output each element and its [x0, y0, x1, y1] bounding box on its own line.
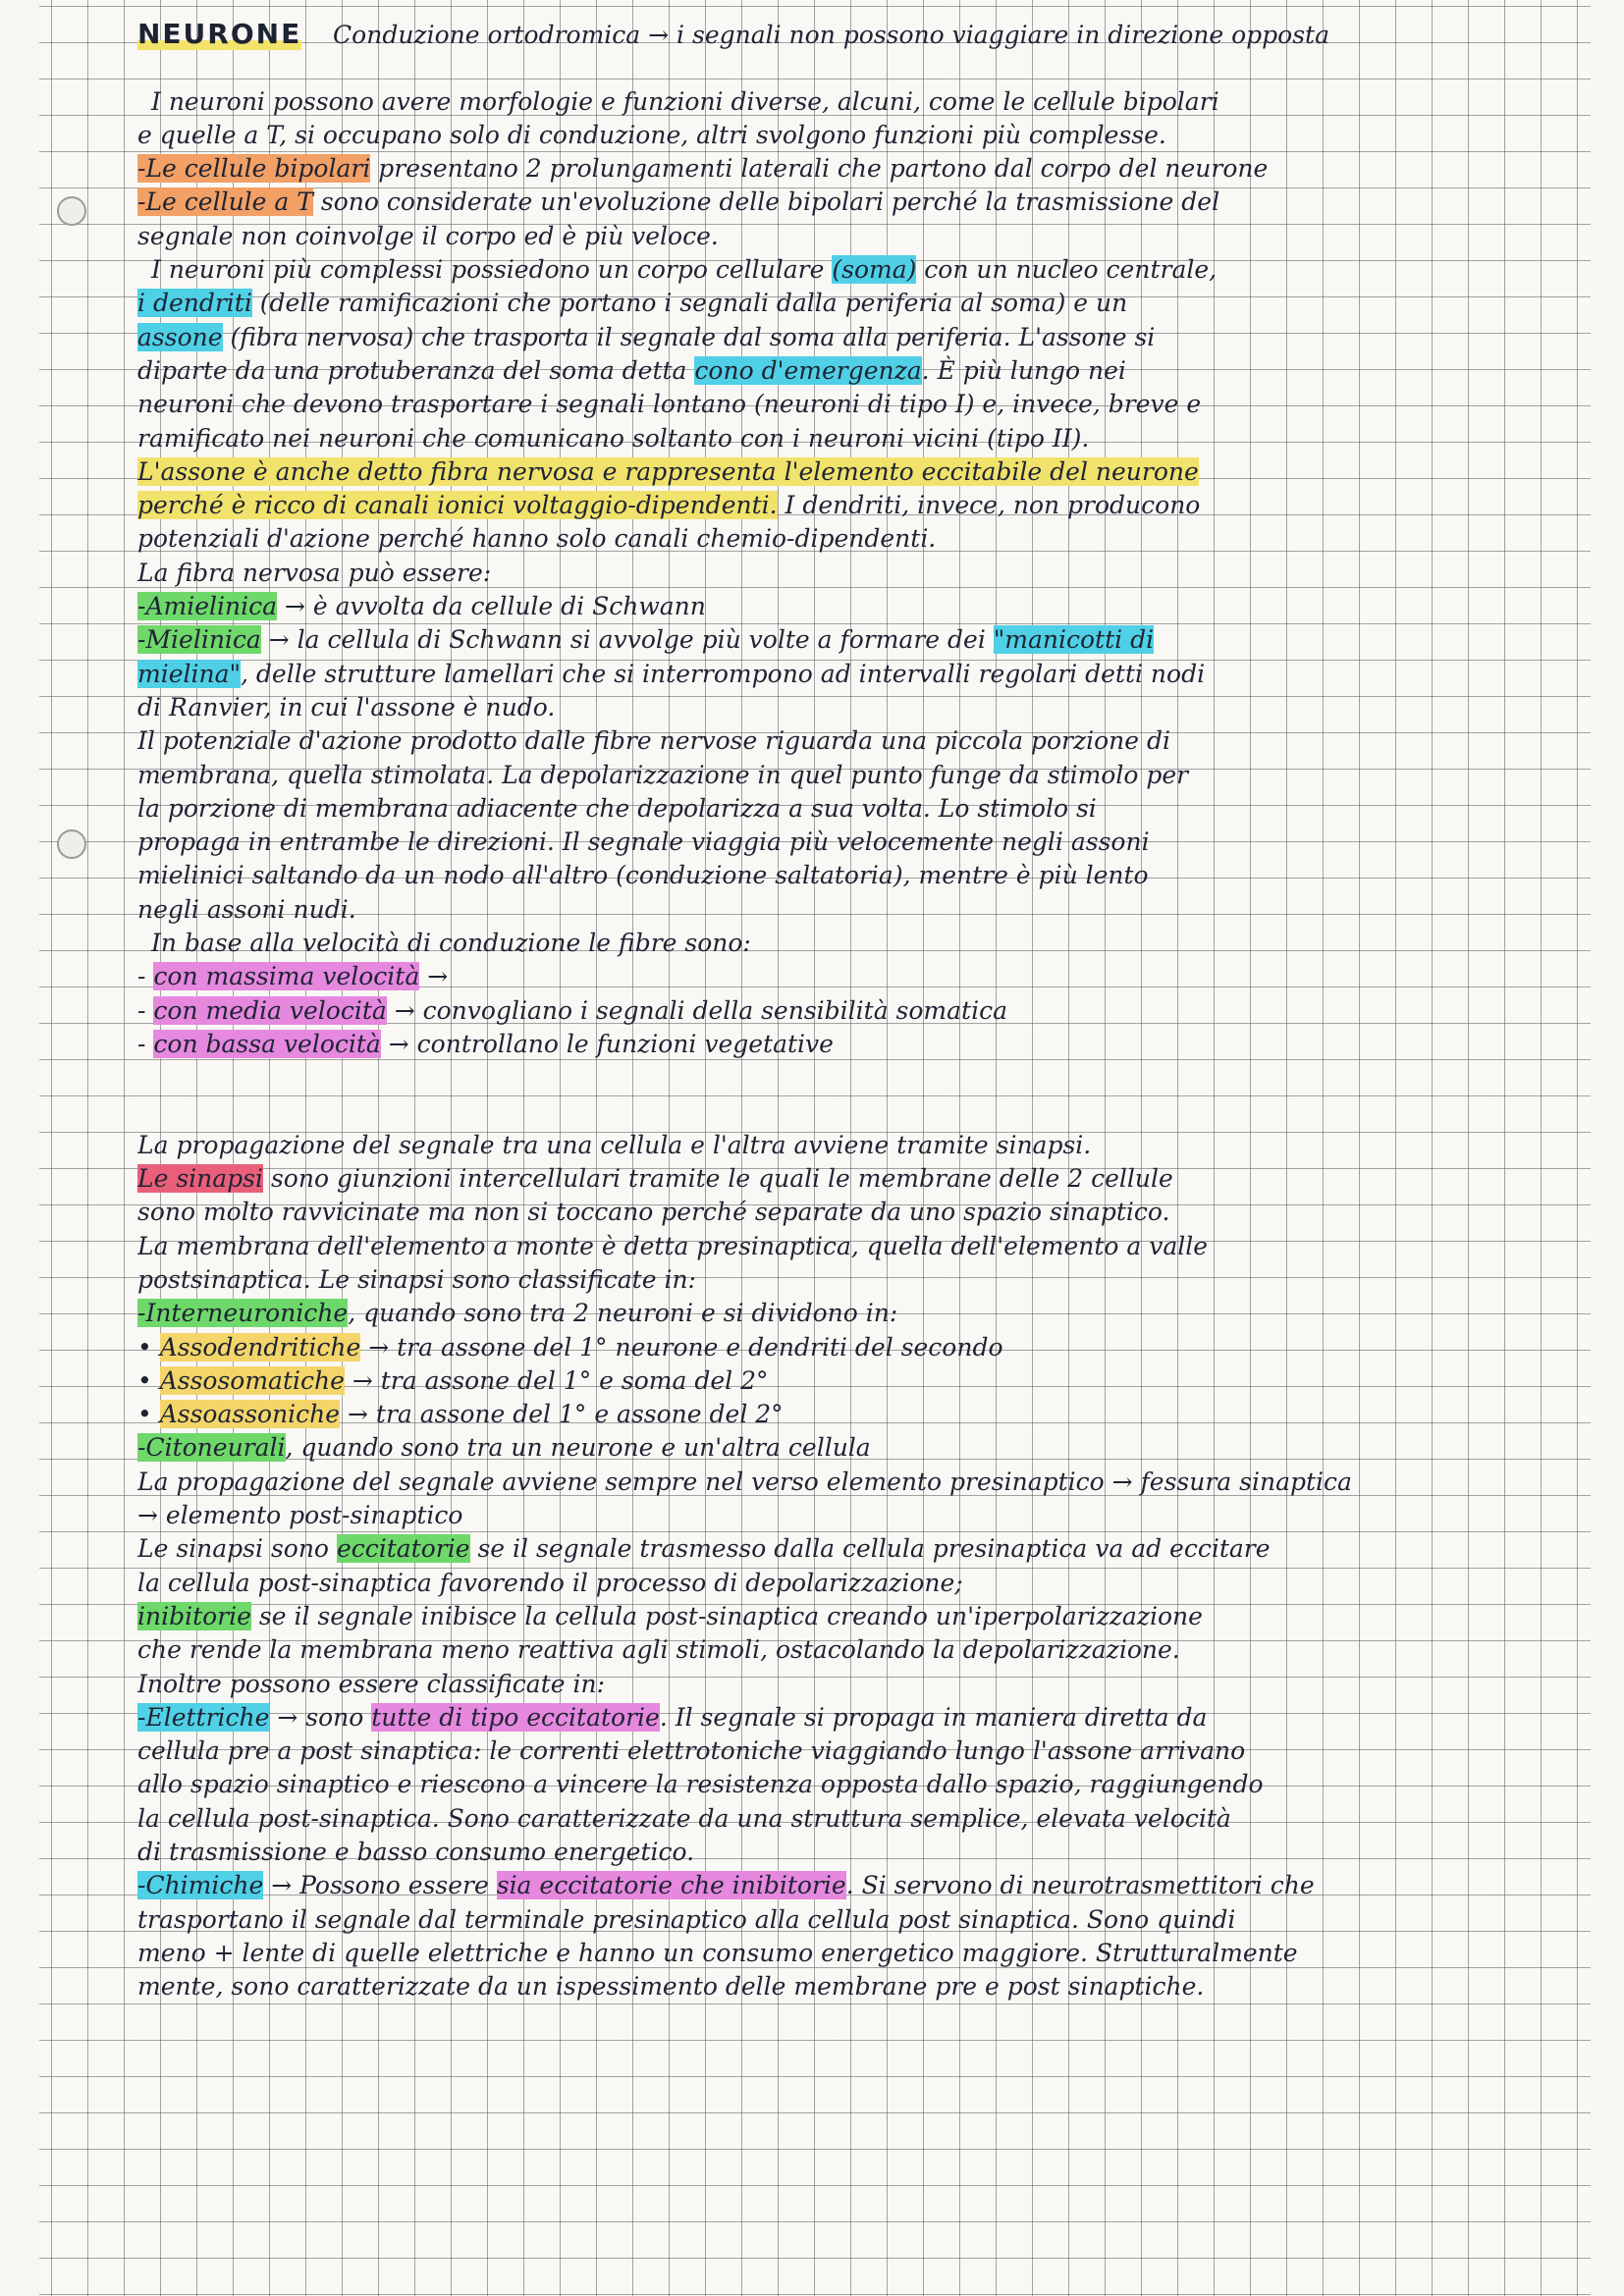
highlight-cellule-t: -Le cellule a T [137, 187, 313, 217]
paragraph-line: neuroni che devono trasportare i segnali lontano (neuroni di tipo I) e, invece, breve e [137, 390, 1202, 419]
binder-hole [57, 196, 86, 226]
paragraph-line: -Elettriche → sono tutte di tipo eccitatorie. Il segnale si propaga in maniera diretta da [137, 1702, 1208, 1732]
highlight-cono-emergenza: cono d'emergenza [694, 355, 922, 385]
paragraph-line: -Amielinica → è avvolta da cellule di Schwann [137, 592, 706, 621]
paragraph-line: di Ranvier, in cui l'assone è nudo. [137, 692, 556, 721]
handwritten-notes [137, 18, 1571, 2004]
highlight-soma: (soma) [832, 255, 917, 285]
paragraph-line: I neuroni più complessi possiedono un corpo cellulare (soma) con un nucleo centrale, [151, 255, 1218, 285]
paragraph-line: -Interneuroniche, quando sono tra 2 neuroni e si dividono in: [137, 1299, 898, 1328]
header-line [137, 18, 1571, 51]
paragraph-line: → elemento post-sinaptico [137, 1501, 463, 1530]
paragraph-line: potenziali d'azione perché hanno solo canali chemio-dipendenti. [137, 524, 937, 554]
page-title: NEURONE [137, 18, 302, 50]
highlight-eccitatorie-inibitorie: sia eccitatorie che inibitorie [496, 1871, 846, 1900]
paragraph-line: I neuroni possono avere morfologie e funzioni diverse, alcuni, come le cellule bipolari [151, 86, 1219, 116]
paragraph-line [137, 455, 1571, 489]
paragraph-line: mente, sono caratterizzate da un ispessimento delle membrane pre e post sinaptiche. [137, 1972, 1205, 2002]
paragraph-line: trasportano il segnale dal terminale presinaptico alla cellula post sinaptica. Sono quindi [137, 1904, 1236, 1934]
paragraph-line: In base alla velocità di conduzione le fibre sono: [151, 929, 751, 958]
highlight-manicotti: "manicotti di [993, 625, 1155, 655]
list-item: - con bassa velocità → controllano le funzioni vegetative [137, 1029, 834, 1058]
paragraph-line: -Le cellule a T sono considerate un'evoluzione delle bipolari perché la trasmissione del [137, 187, 1220, 217]
highlight-citoneurali: -Citoneurali [137, 1433, 286, 1463]
paragraph-line: -Chimiche → Possono essere sia eccitatorie che inibitorie. Si servono di neurotrasmettitori che [137, 1871, 1315, 1900]
highlight-voltaggio: perché è ricco di canali ionici voltaggio-dipendenti. [137, 491, 778, 520]
highlight-media: con media velocità [153, 995, 387, 1025]
highlight-assosomatiche: Assosomatiche [159, 1365, 345, 1395]
highlight-elettriche: -Elettriche [137, 1702, 270, 1732]
highlight-bassa: con bassa velocità [153, 1029, 381, 1058]
paragraph-line: negli assoni nudi. [137, 894, 356, 924]
highlight-assone: assone [137, 322, 223, 351]
paragraph-line: diparte da una protuberanza del soma detta cono d'emergenza. È più lungo nei [137, 355, 1126, 385]
highlight-eccitatorie: eccitatorie [336, 1534, 470, 1564]
paragraph-line: Le sinapsi sono eccitatorie se il segnale trasmesso dalla cellula presinaptica va ad eccitare [137, 1534, 1271, 1564]
highlight-fibra-nervosa: L'assone è anche detto fibra nervosa e rappresenta l'elemento eccitabile del neurone [137, 456, 1199, 486]
paragraph-line: membrana, quella stimolata. La depolarizzazione in quel punto funge da stimolo per [137, 760, 1189, 789]
paragraph-line: di trasmissione e basso consumo energetico. [137, 1838, 695, 1867]
paragraph-line: segnale non coinvolge il corpo ed è più veloce. [137, 221, 719, 250]
list-item: - con media velocità → convogliano i segnali della sensibilità somatica [137, 995, 1007, 1025]
highlight-dendriti: i dendriti [137, 289, 252, 318]
highlight-assodendritiche: Assodendritiche [159, 1332, 361, 1362]
highlight-bipolari: -Le cellule bipolari [137, 154, 371, 184]
paragraph-line: la porzione di membrana adiacente che depolarizza a sua volta. Lo stimolo si [137, 793, 1097, 823]
paragraph-line: allo spazio sinaptico e riescono a vincere la resistenza opposta dallo spazio, raggiungendo [137, 1770, 1264, 1799]
paragraph-line: Le sinapsi sono giunzioni intercellulari tramite le quali le membrane delle 2 cellule [137, 1164, 1173, 1194]
paragraph-line: Inoltre possono essere classificate in: [137, 1669, 606, 1698]
list-item: • Assodendritiche → tra assone del 1° neurone e dendriti del secondo [137, 1332, 1003, 1362]
notebook-page [39, 0, 1591, 2296]
highlight-amielinica: -Amielinica [137, 592, 277, 621]
paragraph-line: mielinici saltando da un nodo all'altro (conduzione saltatoria), mentre è più lento [137, 861, 1149, 890]
paragraph-line: e quelle a T, si occupano solo di conduzione, altri svolgono funzioni più complesse. [137, 120, 1166, 149]
paragraph-line: -Mielinica → la cellula di Schwann si avvolge più volte a formare dei "manicotti di [137, 625, 1155, 655]
highlight-assoassoniche: Assoassoniche [159, 1400, 341, 1429]
paragraph-line: la cellula post-sinaptica. Sono caratterizzate da una struttura semplice, elevata velocità [137, 1803, 1231, 1833]
paragraph-line: Il potenziale d'azione prodotto dalle fibre nervose riguarda una piccola porzione di [137, 726, 1171, 756]
highlight-massima: con massima velocità [153, 962, 420, 991]
highlight-tutte-eccitatorie: tutte di tipo eccitatorie [371, 1702, 660, 1732]
list-item: - con massima velocità → [137, 962, 449, 991]
list-item: • Assoassoniche → tra assone del 1° e assone del 2° [137, 1400, 784, 1429]
paragraph-line: che rende la membrana meno reattiva agli stimoli, ostacolando la depolarizzazione. [137, 1635, 1180, 1665]
binder-hole [57, 829, 86, 859]
list-item: • Assosomatiche → tra assone del 1° e soma del 2° [137, 1365, 769, 1395]
paragraph-line: postsinaptica. Le sinapsi sono classificate in: [137, 1264, 696, 1294]
paragraph-line: cellula pre a post sinaptica: le correnti elettrotoniche viaggiando lungo l'assone arrivano [137, 1736, 1246, 1766]
paragraph-line: meno + lente di quelle elettriche e hanno un consumo energetico maggiore. Strutturalmente [137, 1938, 1298, 1967]
highlight-mielina: mielina" [137, 659, 241, 688]
paragraph-line: La propagazione del segnale avviene sempre nel verso elemento presinaptico → fessura sinaptica [137, 1467, 1352, 1496]
highlight-sinapsi: Le sinapsi [137, 1164, 264, 1194]
paragraph-line: perché è ricco di canali ionici voltaggio-dipendenti. I dendriti, invece, non producono [137, 491, 1201, 520]
paragraph-line: propaga in entrambe le direzioni. Il segnale viaggia più velocemente negli assoni [137, 828, 1150, 857]
highlight-chimiche: -Chimiche [137, 1871, 264, 1900]
paragraph-line: ramificato nei neuroni che comunicano soltanto con i neuroni vicini (tipo II). [137, 423, 1090, 453]
intro-text: Conduzione ortodromica → i segnali non possono viaggiare in direzione opposta [333, 21, 1329, 49]
paragraph-line: inibitorie se il segnale inibisce la cellula post-sinaptica creando un'iperpolarizzazione [137, 1601, 1203, 1630]
paragraph-line: La membrana dell'elemento a monte è detta presinaptica, quella dell'elemento a valle [137, 1231, 1209, 1260]
paragraph-line: assone (fibra nervosa) che trasporta il segnale dal soma alla periferia. L'assone si [137, 322, 1156, 351]
paragraph-line: sono molto ravvicinate ma non si toccano perché separate da uno spazio sinaptico. [137, 1198, 1170, 1227]
paragraph-line: -Citoneurali, quando sono tra un neurone e un'altra cellula [137, 1433, 871, 1463]
highlight-mielinica: -Mielinica [137, 625, 261, 655]
paragraph-line: La fibra nervosa può essere: [137, 558, 492, 587]
highlight-interneuroniche: -Interneuroniche [137, 1299, 349, 1328]
highlight-inibitorie: inibitorie [137, 1601, 251, 1630]
paragraph-line: -Le cellule bipolari presentano 2 prolungamenti laterali che partono dal corpo del neurone [137, 154, 1269, 184]
paragraph-line: la cellula post-sinaptica favorendo il processo di depolarizzazione; [137, 1568, 963, 1597]
paragraph-line: i dendriti (delle ramificazioni che portano i segnali dalla periferia al soma) e un [137, 289, 1128, 318]
paragraph-line: mielina", delle strutture lamellari che si interrompono ad intervalli regolari detti nodi [137, 659, 1206, 688]
paragraph-line: La propagazione del segnale tra una cellula e l'altra avviene tramite sinapsi. [137, 1130, 1092, 1159]
